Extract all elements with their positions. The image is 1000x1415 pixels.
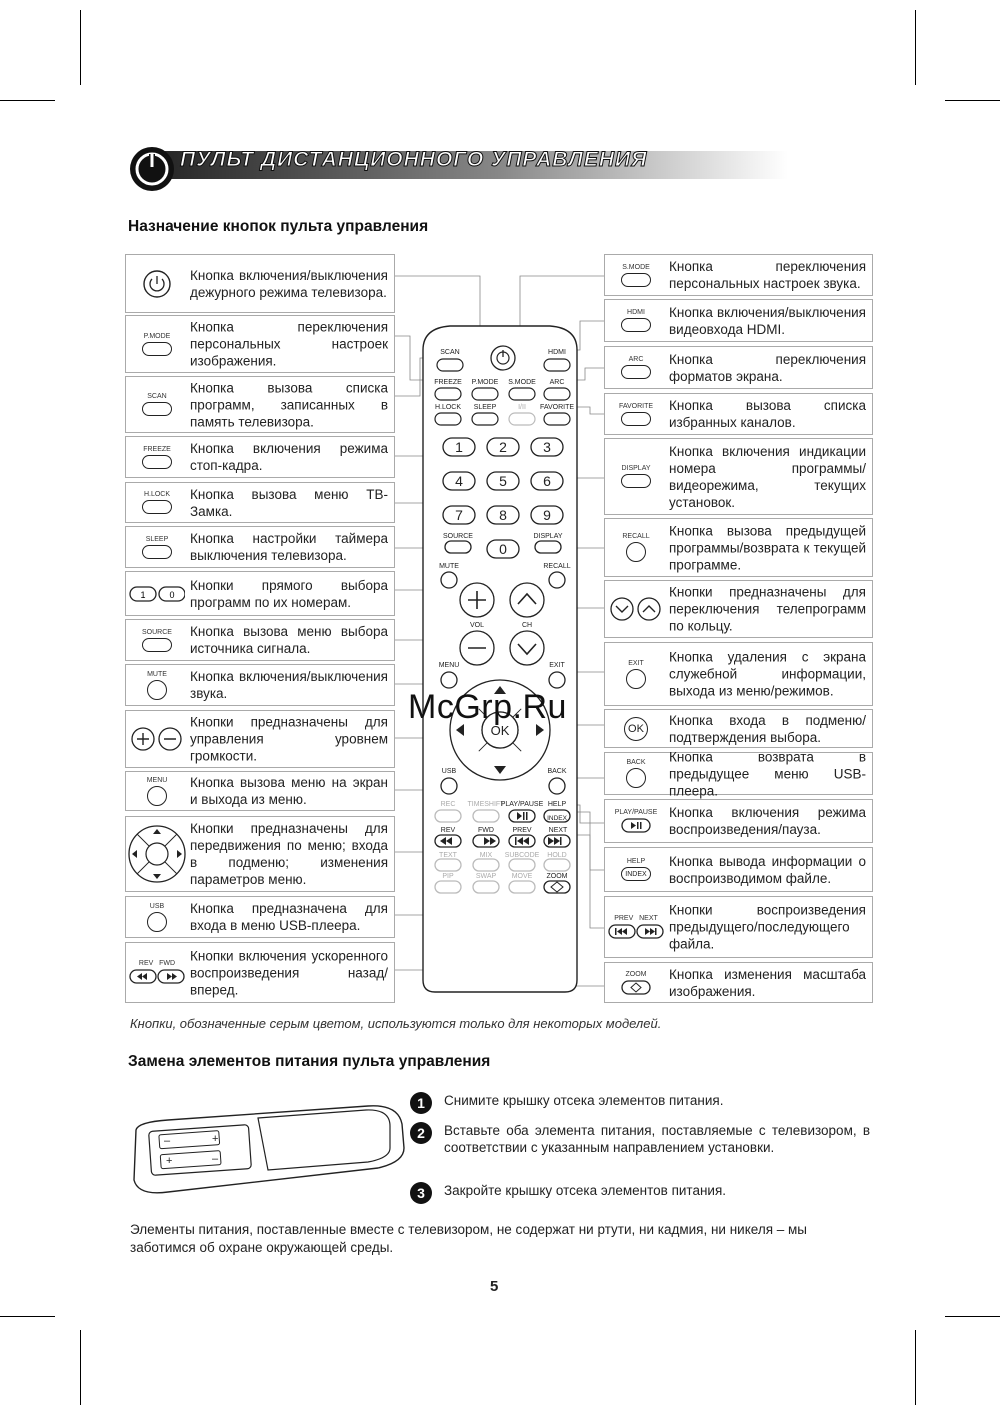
svg-text:TIMESHIFT: TIMESHIFT [467, 801, 505, 808]
button-label: ZOOM [625, 970, 647, 978]
button-label: BACK [626, 759, 646, 766]
svg-text:REC: REC [440, 801, 456, 808]
svg-text:PLAY/PAUSE: PLAY/PAUSE [500, 801, 544, 808]
button-label: RECALL [622, 533, 650, 540]
button-description-text: Кнопка включения/выключения звука. [190, 669, 388, 701]
button-description-text: Кнопка вывода информации о воспроизводимом файле. [669, 853, 866, 886]
svg-text:3: 3 [543, 439, 551, 455]
svg-text:ZOOM: ZOOM [546, 873, 568, 880]
svg-text:MOVE: MOVE [511, 873, 533, 880]
button-description-text: Кнопка вызова меню выбора источника сигнала. [190, 624, 388, 656]
svg-text:1: 1 [140, 589, 146, 600]
button-description-text: Кнопка переключения форматов экрана. [669, 351, 866, 384]
step-number: 3 [410, 1182, 432, 1204]
banner-title: ПУЛЬТ ДИСТАНЦИОННОГО УПРАВЛЕНИЯ [180, 148, 648, 171]
svg-text:REV: REV [440, 827, 456, 834]
button-description-text: Кнопки включения ускоренного воспроизведения назад/вперед. [190, 948, 388, 997]
button-label: MUTE [147, 670, 167, 678]
crop-mark [0, 1316, 55, 1317]
step-text: Вставьте оба элемента питания, поставляемые с телевизором, в соответствии с указанным направлением установки. [444, 1123, 870, 1155]
svg-text:MUTE: MUTE [439, 563, 459, 570]
svg-text:H.LOCK: H.LOCK [434, 404, 462, 411]
button-description-text: Кнопка включения/выключения дежурного режима телевизора. [190, 267, 388, 300]
svg-text:FWD: FWD [478, 827, 494, 834]
button-description-text: Кнопка входа в подменю/подтверждения выбора. [669, 712, 866, 745]
svg-text:1: 1 [455, 439, 463, 455]
button-label: HELP [626, 858, 646, 865]
crop-mark [945, 1316, 1000, 1317]
button-description-text: Кнопка вызова меню ТВ-Замка. [190, 486, 388, 519]
svg-text:VOL: VOL [469, 622, 485, 629]
button-label: ARC [628, 356, 644, 363]
button-label: EXIT [628, 659, 644, 667]
svg-text:+: + [212, 1133, 219, 1145]
button-description-text: Кнопки воспроизведения предыдущего/последующего файла. [669, 902, 866, 952]
svg-text:FREEZE: FREEZE [434, 379, 462, 386]
button-description-text: Кнопка настройки таймера выключения телевизора. [190, 531, 388, 563]
step-text: Снимите крышку отсека элементов питания. [444, 1093, 724, 1108]
button-description-text: Кнопка вызова списка программ, записанных в память телевизора. [190, 380, 388, 429]
button-label: P.MODE [143, 332, 171, 340]
svg-text:S.MODE: S.MODE [508, 379, 536, 386]
crop-mark [80, 1330, 81, 1405]
gray-buttons-note: Кнопки, обозначенные серым цветом, используются только для некоторых моделей. [130, 1016, 662, 1031]
button-description-text: Кнопка вызова меню на экран и выхода из меню. [190, 775, 388, 807]
button-label: SOURCE [142, 628, 172, 636]
button-description-text: Кнопка возврата в предыдущее меню USB-плеера. [669, 749, 866, 798]
svg-text:BACK: BACK [547, 768, 567, 775]
watermark: McGrp.Ru [408, 688, 567, 726]
section-title-buttons: Назначение кнопок пульта управления [128, 218, 429, 235]
step-number: 1 [410, 1092, 432, 1114]
svg-text:HDMI: HDMI [548, 349, 566, 356]
button-description-text: Кнопка изменения масштаба изображения. [669, 966, 866, 999]
svg-text:OK: OK [490, 723, 510, 738]
svg-text:+: + [166, 1155, 173, 1167]
svg-text:DISPLAY: DISPLAY [533, 533, 563, 540]
svg-text:MENU: MENU [438, 662, 460, 669]
index-button-icon: INDEX [621, 867, 651, 881]
svg-text:7: 7 [455, 507, 463, 523]
button-description-text: Кнопки предназначены для переключения телепрограмм по кольцу. [669, 584, 866, 634]
battery-step-1 [410, 1092, 870, 1109]
battery-step-2 [410, 1122, 870, 1156]
button-description-text: Кнопка удаления с экрана служебной информации, выхода из меню/режимов. [669, 649, 866, 699]
svg-text:SOURCE: SOURCE [443, 533, 473, 540]
battery-step-3 [410, 1182, 870, 1199]
svg-text:0: 0 [499, 541, 507, 557]
svg-text:0: 0 [169, 589, 175, 600]
svg-text:HELP: HELP [547, 801, 567, 808]
svg-text:I/II: I/II [518, 404, 526, 411]
svg-text:FAVORITE: FAVORITE [539, 404, 575, 411]
button-description-text: Кнопка вызова предыдущей программы/возврата к текущей программе. [669, 523, 866, 572]
step-number: 2 [410, 1122, 432, 1144]
svg-text:USB: USB [441, 768, 457, 775]
button-label: FREEZE [143, 445, 171, 453]
ok-button-icon: OK [624, 717, 648, 741]
button-description-text: Кнопки прямого выбора программ по их номерам. [190, 577, 388, 610]
svg-text:MIX: MIX [479, 852, 493, 859]
button-description-text: Кнопка переключения персональных настроек изображения. [190, 319, 388, 369]
svg-text:ARC: ARC [549, 379, 565, 386]
svg-text:6: 6 [543, 473, 551, 489]
button-description-text: Кнопки предназначены для управления уровнем громкости. [190, 714, 388, 764]
svg-text:SWAP: SWAP [475, 873, 497, 880]
button-description-text: Кнопка вызова списка избранных каналов. [669, 398, 866, 430]
svg-text:PIP: PIP [442, 873, 454, 880]
button-label: MENU [146, 776, 168, 784]
svg-text:NEXT: NEXT [548, 827, 568, 834]
section-title-batteries: Замена элементов питания пульта управления [128, 1053, 491, 1070]
button-label: DISPLAY [621, 465, 651, 472]
button-label: REV FWD [138, 960, 176, 967]
svg-text:HOLD: HOLD [547, 852, 567, 859]
button-label: PLAY/PAUSE [614, 809, 658, 816]
svg-text:RECALL: RECALL [543, 563, 571, 570]
button-description-text: Кнопка предназначена для входа в меню USB-плеера. [190, 901, 388, 933]
svg-text:SCAN: SCAN [440, 349, 460, 356]
button-label: S.MODE [622, 263, 650, 271]
button-description-text: Кнопка включения режима воспроизведения/пауза. [669, 805, 866, 837]
svg-text:TEXT: TEXT [439, 852, 457, 859]
svg-text:CH: CH [521, 622, 533, 629]
svg-text:4: 4 [455, 473, 463, 489]
button-label: SLEEP [145, 535, 169, 543]
svg-text:SLEEP: SLEEP [473, 404, 497, 411]
svg-text:5: 5 [499, 473, 507, 489]
svg-text:9: 9 [543, 507, 551, 523]
svg-text:–: – [164, 1135, 171, 1147]
page-number: 5 [490, 1278, 499, 1295]
svg-text:EXIT: EXIT [549, 662, 565, 669]
svg-text:SUBCODE: SUBCODE [504, 852, 540, 859]
battery-compartment-illustration [128, 1100, 408, 1200]
button-description-text: Кнопка включения режима стоп-кадра. [190, 441, 388, 473]
button-label: USB [149, 902, 165, 910]
step-text: Закройте крышку отсека элементов питания. [444, 1183, 727, 1198]
svg-text:P.MODE: P.MODE [471, 379, 499, 386]
button-label: SCAN [147, 393, 167, 400]
button-label: HDMI [627, 309, 645, 316]
crop-mark [915, 1330, 916, 1405]
button-label: PREV NEXT [614, 914, 658, 922]
svg-text:INDEX: INDEX [547, 815, 567, 822]
button-description-text: Кнопка включения индикации номера программы/видеорежима, текущих установок. [669, 443, 866, 510]
button-description-text: Кнопки предназначены для передвижения по меню; входа в подменю; изменения параметров меню. [190, 821, 388, 887]
svg-text:2: 2 [499, 439, 507, 455]
button-description-text: Кнопка включения/выключения видеовхода HDMI. [669, 304, 866, 337]
button-description-text: Кнопка переключения персональных настроек звука. [669, 259, 866, 291]
button-label: FAVORITE [618, 402, 654, 410]
svg-text:PREV: PREV [512, 827, 532, 834]
svg-text:–: – [212, 1153, 219, 1165]
footer-environment-note: Элементы питания, поставленные вместе с телевизором, не содержат ни ртути, ни кадмия, ни никеля – мы заботимся об охране окружающей среды. [130, 1222, 808, 1255]
button-label: H.LOCK [143, 491, 171, 498]
svg-text:8: 8 [499, 507, 507, 523]
